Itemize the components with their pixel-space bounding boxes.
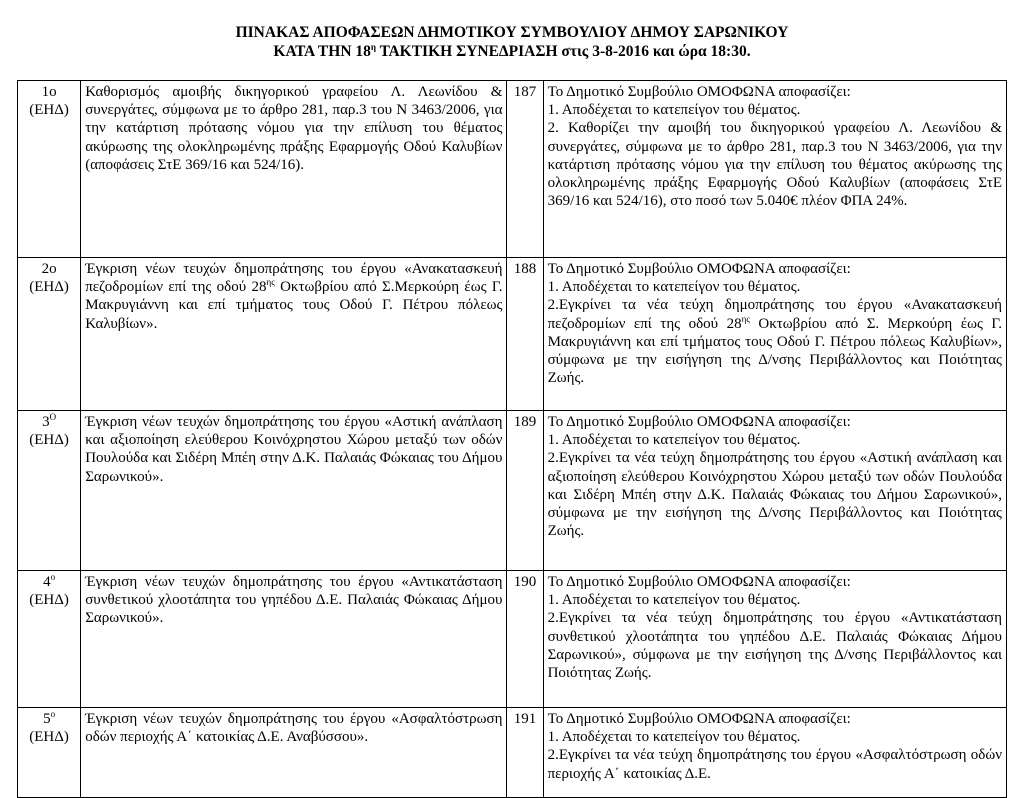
decision-line	[548, 296, 1002, 387]
ordinal-sup: ο	[50, 572, 56, 582]
item-order-cell	[18, 411, 81, 571]
decision-line: 1. Αποδέχεται το κατεπείγον του θέματος.	[547, 592, 801, 609]
decision-line: 1. Αποδέχεται το κατεπείγον του θέματος.	[547, 102, 801, 119]
item-order-cell	[18, 571, 81, 708]
table-row	[18, 258, 1007, 411]
item-order: 1ο	[41, 84, 57, 100]
decision-cell	[543, 571, 1006, 708]
decision-line: 1. Αποδέχεται το κατεπείγον του θέματος.	[547, 279, 801, 296]
subject-cell: Καθορισμός αμοιβής δικηγορικού γραφείου Λ. Λεωνίδου & συνεργάτες, σύμφωνα με το άρθρο 281, παρ.3 του Ν 3463/2006, για την κατάρτιση πρότασης νόμου για την επίλυση του θέματος ακύρωσης της ολοκληρωμένης πράξης Εφαρμογής Οδού Καλυβίων (αποφάσεις ΣτΕ 369/16 και 524/16).	[81, 81, 507, 258]
item-order-cell	[18, 258, 81, 411]
decision-number: 188	[507, 258, 543, 411]
decision-cell	[543, 258, 1006, 411]
item-order-cell	[18, 708, 81, 798]
decision-line: Το Δημοτικό Συμβούλιο ΟΜΟΦΩΝΑ αποφασίζει:	[547, 711, 851, 727]
decision-line: 1. Αποδέχεται το κατεπείγον του θέματος.	[547, 729, 801, 746]
item-order: 2ο	[41, 261, 57, 277]
decision-line: Το Δημοτικό Συμβούλιο ΟΜΟΦΩΝΑ αποφασίζει:	[547, 261, 851, 277]
subject-cell: Έγκριση νέων τευχών δημοπράτησης του έργου «Αστική ανάπλαση και αξιοποίηση ελεύθερου Κοινόχρηστου Χώρου μεταξύ των οδών Πουλούδα και Σιδέρη Μπέη στην Δ.Κ. Παλαιάς Φώκαιας του Δήμου Σαρωνικού».	[81, 411, 507, 571]
decision-number: 190	[507, 571, 543, 708]
decision-cell	[543, 81, 1006, 258]
subtitle-part: ΤΑΚΤΙΚΗ ΣΥΝΕΔΡΙΑΣΗ στις 3-8-2016 και ώρα 18:30.	[376, 43, 751, 60]
item-order: 3	[42, 414, 50, 430]
item-order-cell	[18, 81, 81, 258]
decisions-table	[17, 80, 1007, 798]
decision-number: 189	[507, 411, 543, 571]
table-row	[18, 708, 1007, 798]
decision-number: 187	[507, 81, 543, 258]
decision-line: Το Δημοτικό Συμβούλιο ΟΜΟΦΩΝΑ αποφασίζει:	[547, 84, 851, 100]
item-tag: (ΕΗΔ)	[29, 102, 69, 119]
document-title: ΠΙΝΑΚΑΣ ΑΠΟΦΑΣΕΩΝ ΔΗΜΟΤΙΚΟΥ ΣΥΜΒΟΥΛΙΟΥ ΔΗΜΟΥ ΣΑΡΩΝΙΚΟΥ	[235, 24, 789, 41]
ordinal-sup: ης	[266, 277, 275, 288]
decision-cell	[543, 411, 1006, 571]
decision-line: 2.Εγκρίνει τα νέα τεύχη δημοπράτησης του έργου «Αντικατάσταση συνθετικού χλοοτάπητα του γηπέδου Δ.Ε. Παλαιάς Φώκαιας Δήμου Σαρωνικού», σύμφωνα με την εισήγηση της Δ/νσης Περιβάλλοντος και Ποιότητας Ζωής.	[547, 610, 1002, 682]
item-tag: (ΕΗΔ)	[29, 729, 69, 746]
decision-line: 2.Εγκρίνει τα νέα τεύχη δημοπράτησης του έργου «Αστική ανάπλαση και αξιοποίηση ελεύθερου Κοινόχρηστου Χώρου μεταξύ των οδών Πουλούδα και Σιδέρη Μπέη στην Δ.Κ. Παλαιάς Φώκαιας του Δήμου Σαρωνικού», σύμφωνα με την εισήγηση της Δ/νσης Περιβάλλοντος και Ποιότητας Ζωής.	[547, 450, 1002, 540]
item-order: 5	[43, 711, 51, 727]
subject-text: Οκτωβρίου από Σ.Μερκούρη έως Γ. Μακρυγιάννη και επί τμήματος τους Οδού Γ. Πέτρου πόλεως Καλυβίων».	[85, 279, 503, 332]
subtitle-ordinal-sup: η	[370, 41, 377, 52]
ordinal-sup: ης	[741, 313, 750, 324]
decision-cell	[543, 708, 1006, 798]
decision-text: Οκτωβρίου από Σ. Μερκούρη έως Γ. Μακρυγιάννη και επί τμήματος τους Οδού Γ. Πέτρου πόλεως Καλυβίων», σύμφωνα με την εισήγηση της Δ/νσης Περιβάλλοντος και Ποιότητας Ζωής.	[547, 315, 1003, 387]
table-row	[18, 411, 1007, 571]
decision-line: Το Δημοτικό Συμβούλιο ΟΜΟΦΩΝΑ αποφασίζει:	[547, 574, 851, 590]
subject-cell: Έγκριση νέων τευχών δημοπράτησης του έργου «Αντικατάσταση συνθετικού χλοοτάπητα του γηπέδου Δ.Ε. Παλαιάς Φώκαιας Δήμου Σαρωνικού».	[81, 571, 507, 708]
decision-number: 191	[507, 708, 543, 798]
decision-line: 1. Αποδέχεται το κατεπείγον του θέματος.	[547, 432, 801, 449]
subject-cell	[81, 258, 507, 411]
subject-cell: Έγκριση νέων τευχών δημοπράτησης του έργου «Ασφαλτόστρωση οδών περιοχής Α΄ κατοικίας Δ.Ε. Αναβύσσου».	[81, 708, 507, 798]
item-order: 4	[43, 574, 51, 590]
subject-text: Έγκριση νέων τευχών δημοπράτησης του έργου «Ανακατασκευή πεζοδρομίων επί της οδού 28	[85, 261, 503, 296]
decision-text: 2.Εγκρίνει τα νέα τεύχη δημοπράτησης του έργου «Ανακατασκευή πεζοδρομίων επί της οδού 28	[547, 297, 1002, 332]
session-subtitle	[0, 42, 1024, 61]
subtitle-part: ΚΑΤΑ ΤΗΝ 18	[273, 43, 371, 60]
decision-line: Το Δημοτικό Συμβούλιο ΟΜΟΦΩΝΑ αποφασίζει:	[547, 414, 851, 430]
item-tag: (ΕΗΔ)	[29, 592, 69, 609]
item-tag: (ΕΗΔ)	[29, 279, 69, 296]
decision-line: 2.Εγκρίνει τα νέα τεύχη δημοπράτησης του έργου «Ασφαλτόστρωση οδών περιοχής Α΄ κατοικίας Δ.Ε.	[547, 747, 1002, 782]
item-tag: (ΕΗΔ)	[29, 432, 69, 449]
decision-line: 2. Καθορίζει την αμοιβή του δικηγορικού γραφείου Λ. Λεωνίδου & συνεργάτες, σύμφωνα με το άρθρο 281, παρ.3 του Ν 3463/2006, για την κατάρτιση πρότασης νόμου για την επίλυση του θέματος ακύρωσης της ολοκληρωμένης πράξης Εφαρμογής Οδού Καλυβίων (αποφάσεις ΣτΕ 369/16 και 524/16), στο ποσό των 5.040€ πλέον ΦΠΑ 24%.	[547, 120, 1002, 210]
table-row	[18, 81, 1007, 258]
ordinal-sup: ο	[50, 709, 56, 719]
ordinal-sup: Ο	[49, 412, 57, 422]
table-row	[18, 571, 1007, 708]
